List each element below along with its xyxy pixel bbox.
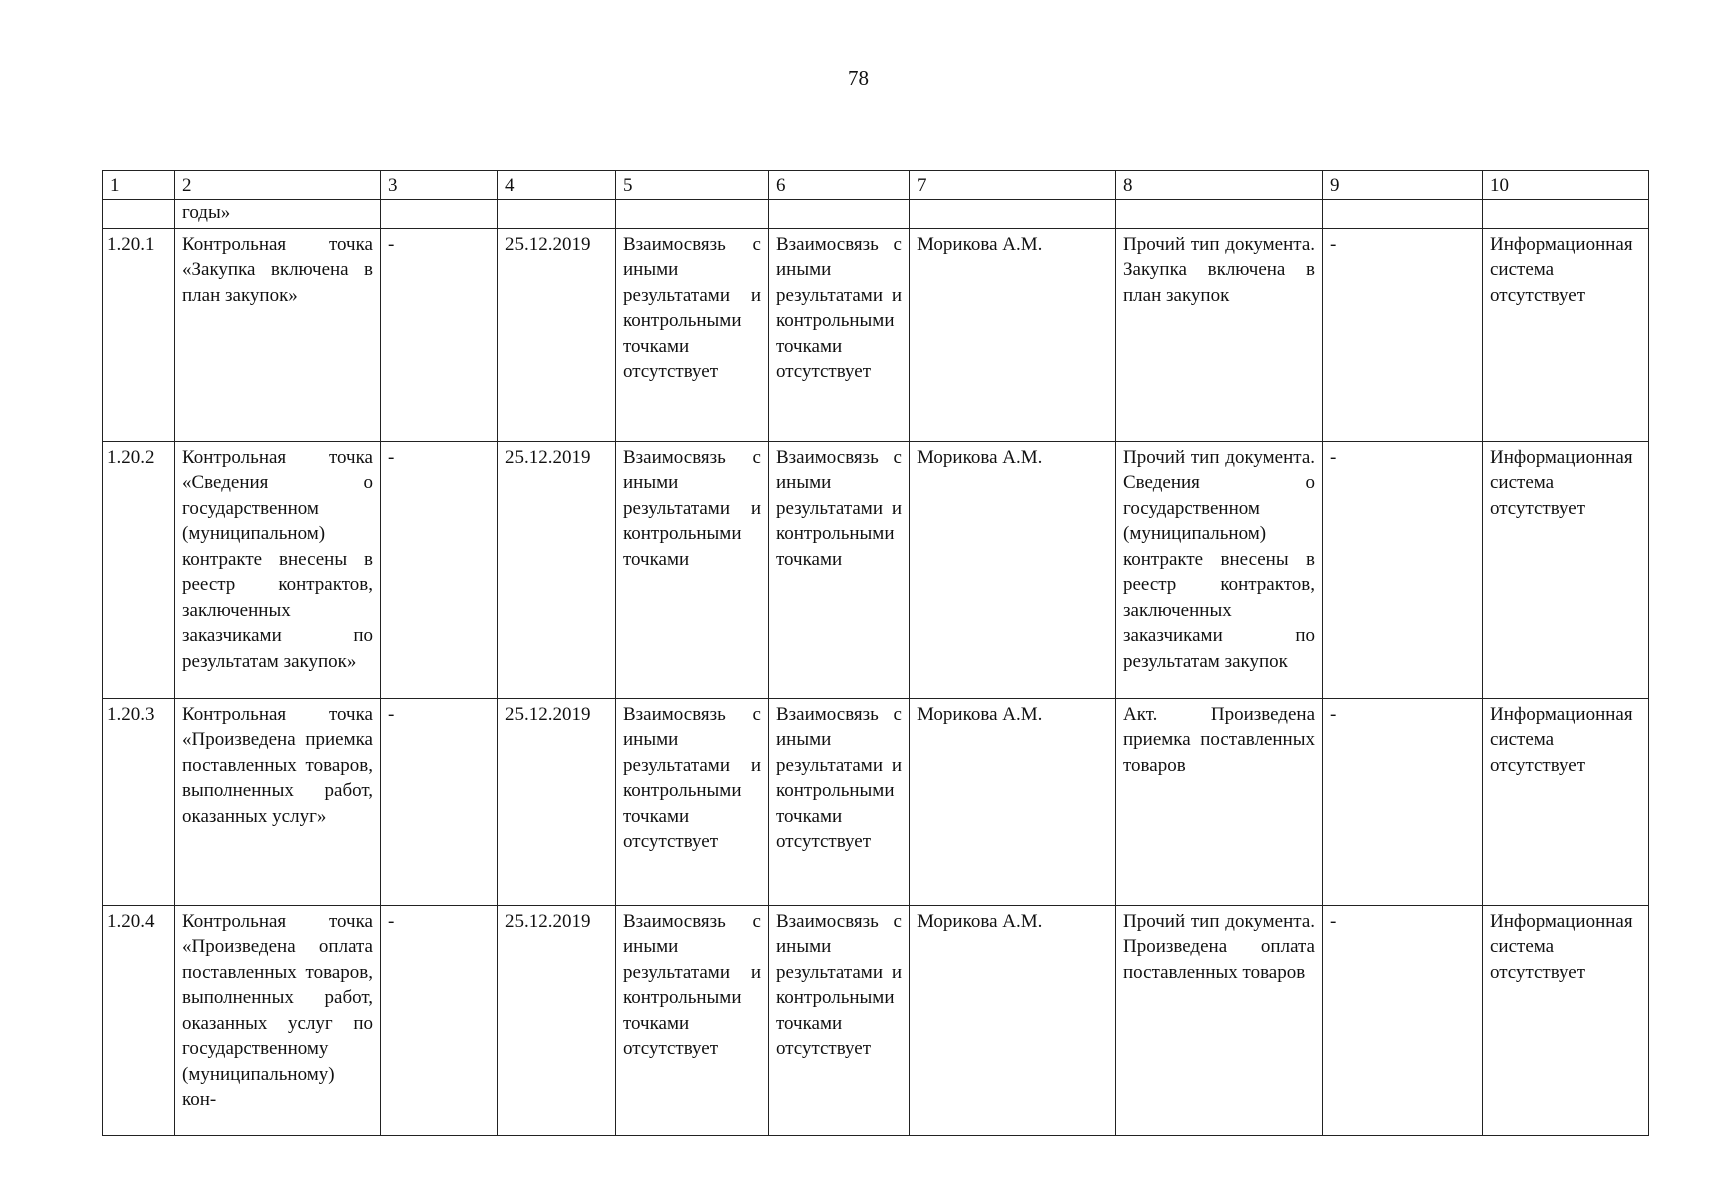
- row-number: 1.20.1: [103, 228, 175, 441]
- information-system: Информационная система отсутствует: [1483, 441, 1649, 698]
- column-9-value: -: [1323, 228, 1483, 441]
- relation-other: Взаимосвязь с иными результатами и контрольными точками отсутствует: [769, 698, 910, 905]
- empty-cell: [103, 200, 175, 229]
- information-system: Информационная система отсутствует: [1483, 905, 1649, 1135]
- empty-cell: [616, 200, 769, 229]
- relation-other: Взаимосвязь с иными результатами и контрольными точками отсутствует: [769, 228, 910, 441]
- empty-cell: [381, 200, 498, 229]
- continuation-text: годы»: [175, 200, 381, 229]
- column-number: 5: [616, 171, 769, 200]
- continuation-row: [103, 200, 1649, 229]
- column-3-value: -: [381, 228, 498, 441]
- control-point-name: Контрольная точка «Произведена приемка поставленных товаров, выполненных работ, оказанных услуг»: [175, 698, 381, 905]
- column-number: 2: [175, 171, 381, 200]
- empty-cell: [1483, 200, 1649, 229]
- responsible-person: Морикова А.М.: [910, 698, 1116, 905]
- column-9-value: -: [1323, 698, 1483, 905]
- responsible-person: Морикова А.М.: [910, 228, 1116, 441]
- empty-cell: [769, 200, 910, 229]
- responsible-person: Морикова А.М.: [910, 905, 1116, 1135]
- document-type: Прочий тип документа. Сведения о государственном (муниципальном) контракте внесены в реестр контрактов, заключенных заказчиками по результатам закупок: [1116, 441, 1323, 698]
- column-9-value: -: [1323, 905, 1483, 1135]
- column-3-value: -: [381, 698, 498, 905]
- table-row: [103, 905, 1649, 1135]
- table-row: [103, 441, 1649, 698]
- document-type: Акт. Произведена приемка поставленных товаров: [1116, 698, 1323, 905]
- responsible-person: Морикова А.М.: [910, 441, 1116, 698]
- column-number: 4: [498, 171, 616, 200]
- column-number-row: [103, 171, 1649, 200]
- relation-results: Взаимосвязь с иными результатами и контрольными точками отсутствует: [616, 905, 769, 1135]
- column-number: 6: [769, 171, 910, 200]
- control-point-name: Контрольная точка «Закупка включена в план закупок»: [175, 228, 381, 441]
- document-type: Прочий тип документа. Произведена оплата поставленных товаров: [1116, 905, 1323, 1135]
- column-number: 1: [103, 171, 175, 200]
- table-row: [103, 228, 1649, 441]
- column-number: 9: [1323, 171, 1483, 200]
- relation-results: Взаимосвязь с иными результатами и контрольными точками: [616, 441, 769, 698]
- row-number: 1.20.4: [103, 905, 175, 1135]
- empty-cell: [1323, 200, 1483, 229]
- empty-cell: [1116, 200, 1323, 229]
- empty-cell: [910, 200, 1116, 229]
- information-system: Информационная система отсутствует: [1483, 698, 1649, 905]
- column-number: 8: [1116, 171, 1323, 200]
- deadline-date: 25.12.2019: [498, 698, 616, 905]
- column-3-value: -: [381, 441, 498, 698]
- column-number: 7: [910, 171, 1116, 200]
- column-number: 10: [1483, 171, 1649, 200]
- row-number: 1.20.3: [103, 698, 175, 905]
- empty-cell: [498, 200, 616, 229]
- deadline-date: 25.12.2019: [498, 228, 616, 441]
- relation-results: Взаимосвязь с иными результатами и контрольными точками отсутствует: [616, 698, 769, 905]
- control-point-name: Контрольная точка «Произведена оплата поставленных товаров, выполненных работ, оказанных услуг по государственному (муниципальному) кон-: [175, 905, 381, 1135]
- table-row: [103, 698, 1649, 905]
- column-3-value: -: [381, 905, 498, 1135]
- document-type: Прочий тип документа. Закупка включена в план закупок: [1116, 228, 1323, 441]
- control-point-name: Контрольная точка «Сведения о государственном (муниципальном) контракте внесены в реестр контрактов, заключенных заказчиками по результатам закупок»: [175, 441, 381, 698]
- page-number: 78: [848, 66, 869, 90]
- relation-other: Взаимосвязь с иными результатами и контрольными точками отсутствует: [769, 905, 910, 1135]
- relation-results: Взаимосвязь с иными результатами и контрольными точками отсутствует: [616, 228, 769, 441]
- deadline-date: 25.12.2019: [498, 905, 616, 1135]
- relation-other: Взаимосвязь с иными результатами и контрольными точками: [769, 441, 910, 698]
- column-number: 3: [381, 171, 498, 200]
- column-9-value: -: [1323, 441, 1483, 698]
- deadline-date: 25.12.2019: [498, 441, 616, 698]
- control-points-table: [102, 170, 1649, 1136]
- information-system: Информационная система отсутствует: [1483, 228, 1649, 441]
- row-number: 1.20.2: [103, 441, 175, 698]
